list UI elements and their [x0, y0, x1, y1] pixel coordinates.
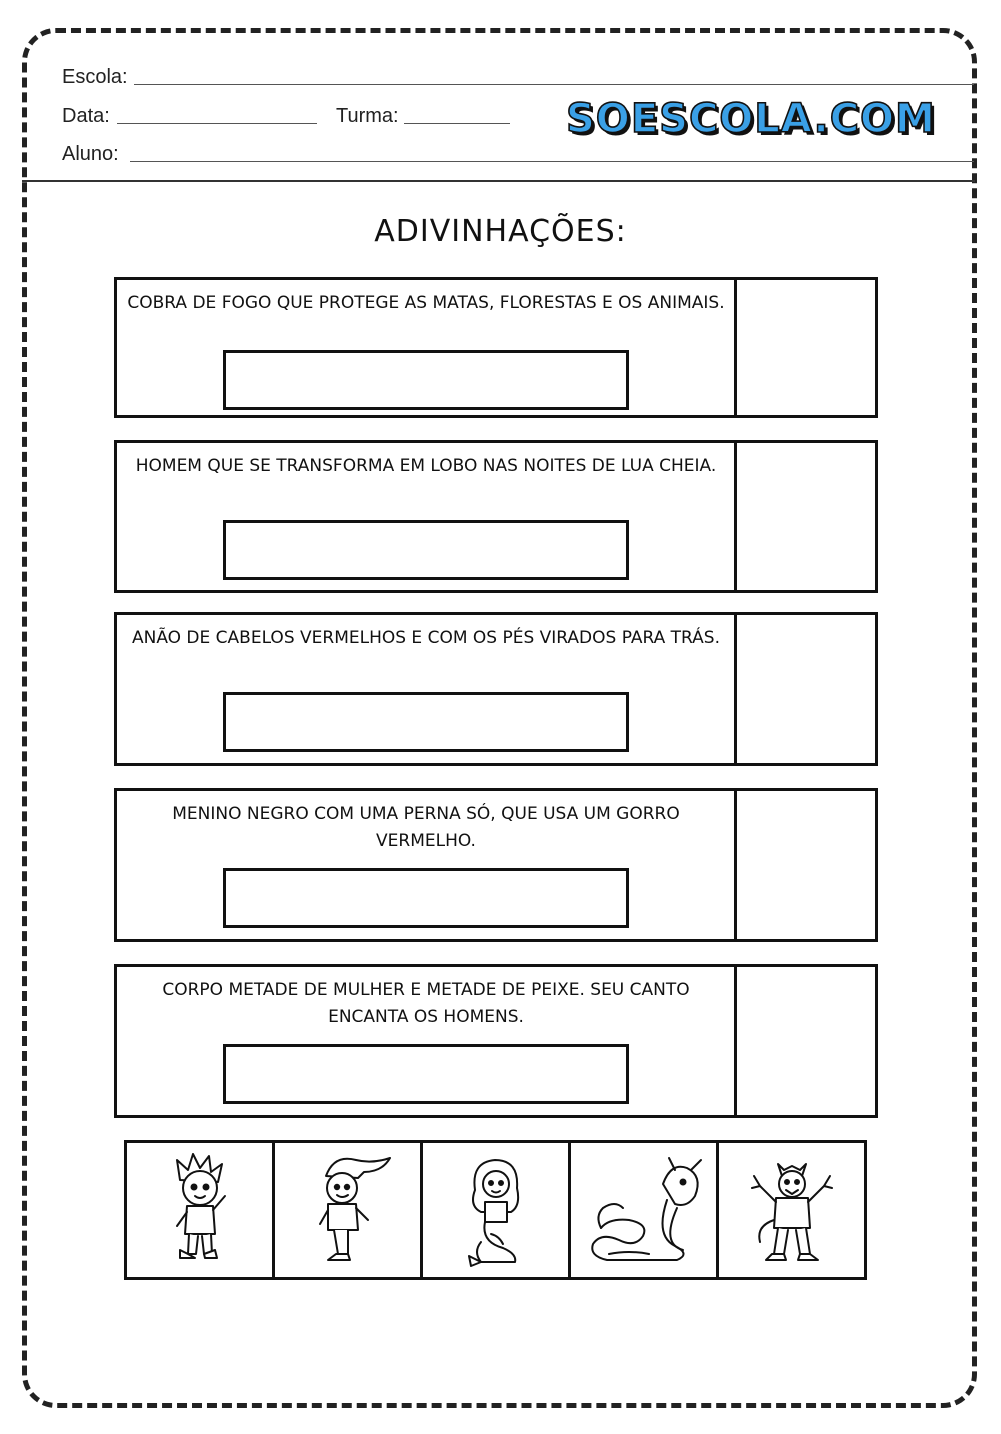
boitata-serpent-icon — [579, 1150, 709, 1270]
page-title: ADIVINHAÇÕES: — [374, 214, 627, 249]
picture-number-divider — [734, 791, 737, 939]
werewolf-icon — [742, 1150, 842, 1270]
turma-field[interactable] — [404, 123, 510, 124]
picture-cell — [571, 1143, 719, 1277]
riddle-text: CORPO METADE DE MULHER E METADE DE PEIXE. SEU CANTO ENCANTA OS HOMENS. — [162, 980, 690, 1027]
picture-number-divider — [734, 615, 737, 763]
picture-cell — [275, 1143, 423, 1277]
riddle-box — [114, 440, 878, 593]
picture-number-divider — [734, 280, 737, 415]
data-field[interactable] — [117, 123, 317, 124]
iara-mermaid-icon — [451, 1150, 541, 1270]
answer-box[interactable] — [223, 1044, 629, 1104]
riddle-box — [114, 788, 878, 942]
aluno-field[interactable] — [130, 161, 974, 162]
riddle-box — [114, 612, 878, 766]
picture-cell — [423, 1143, 571, 1277]
header-divider — [22, 180, 975, 182]
answer-box[interactable] — [223, 692, 629, 752]
picture-strip — [124, 1140, 867, 1280]
picture-number-divider — [734, 443, 737, 590]
riddle-text: COBRA DE FOGO QUE PROTEGE AS MATAS, FLORESTAS E OS ANIMAIS. — [127, 293, 725, 313]
riddle-box — [114, 277, 878, 418]
riddle-text: HOMEM QUE SE TRANSFORMA EM LOBO NAS NOITES DE LUA CHEIA. — [135, 456, 717, 476]
picture-cell — [719, 1143, 864, 1277]
riddle-text: ANÃO DE CABELOS VERMELHOS E COM OS PÉS VIRADOS PARA TRÁS. — [131, 628, 721, 648]
saci-icon — [298, 1150, 398, 1270]
answer-box[interactable] — [223, 520, 629, 580]
picture-cell — [127, 1143, 275, 1277]
riddle-box — [114, 964, 878, 1118]
data-label: Data: — [62, 105, 110, 127]
picture-number-divider — [734, 967, 737, 1115]
answer-box[interactable] — [223, 350, 629, 410]
aluno-label: Aluno: — [62, 143, 119, 165]
curupira-icon — [155, 1150, 245, 1270]
answer-box[interactable] — [223, 868, 629, 928]
escola-label: Escola: — [62, 66, 128, 88]
turma-label: Turma: — [336, 105, 399, 127]
riddle-text: MENINO NEGRO COM UMA PERNA SÓ, QUE USA UM GORRO VERMELHO. — [172, 804, 680, 851]
escola-field[interactable] — [134, 84, 974, 85]
site-logo: SOESCOLA.COM — [566, 96, 936, 142]
